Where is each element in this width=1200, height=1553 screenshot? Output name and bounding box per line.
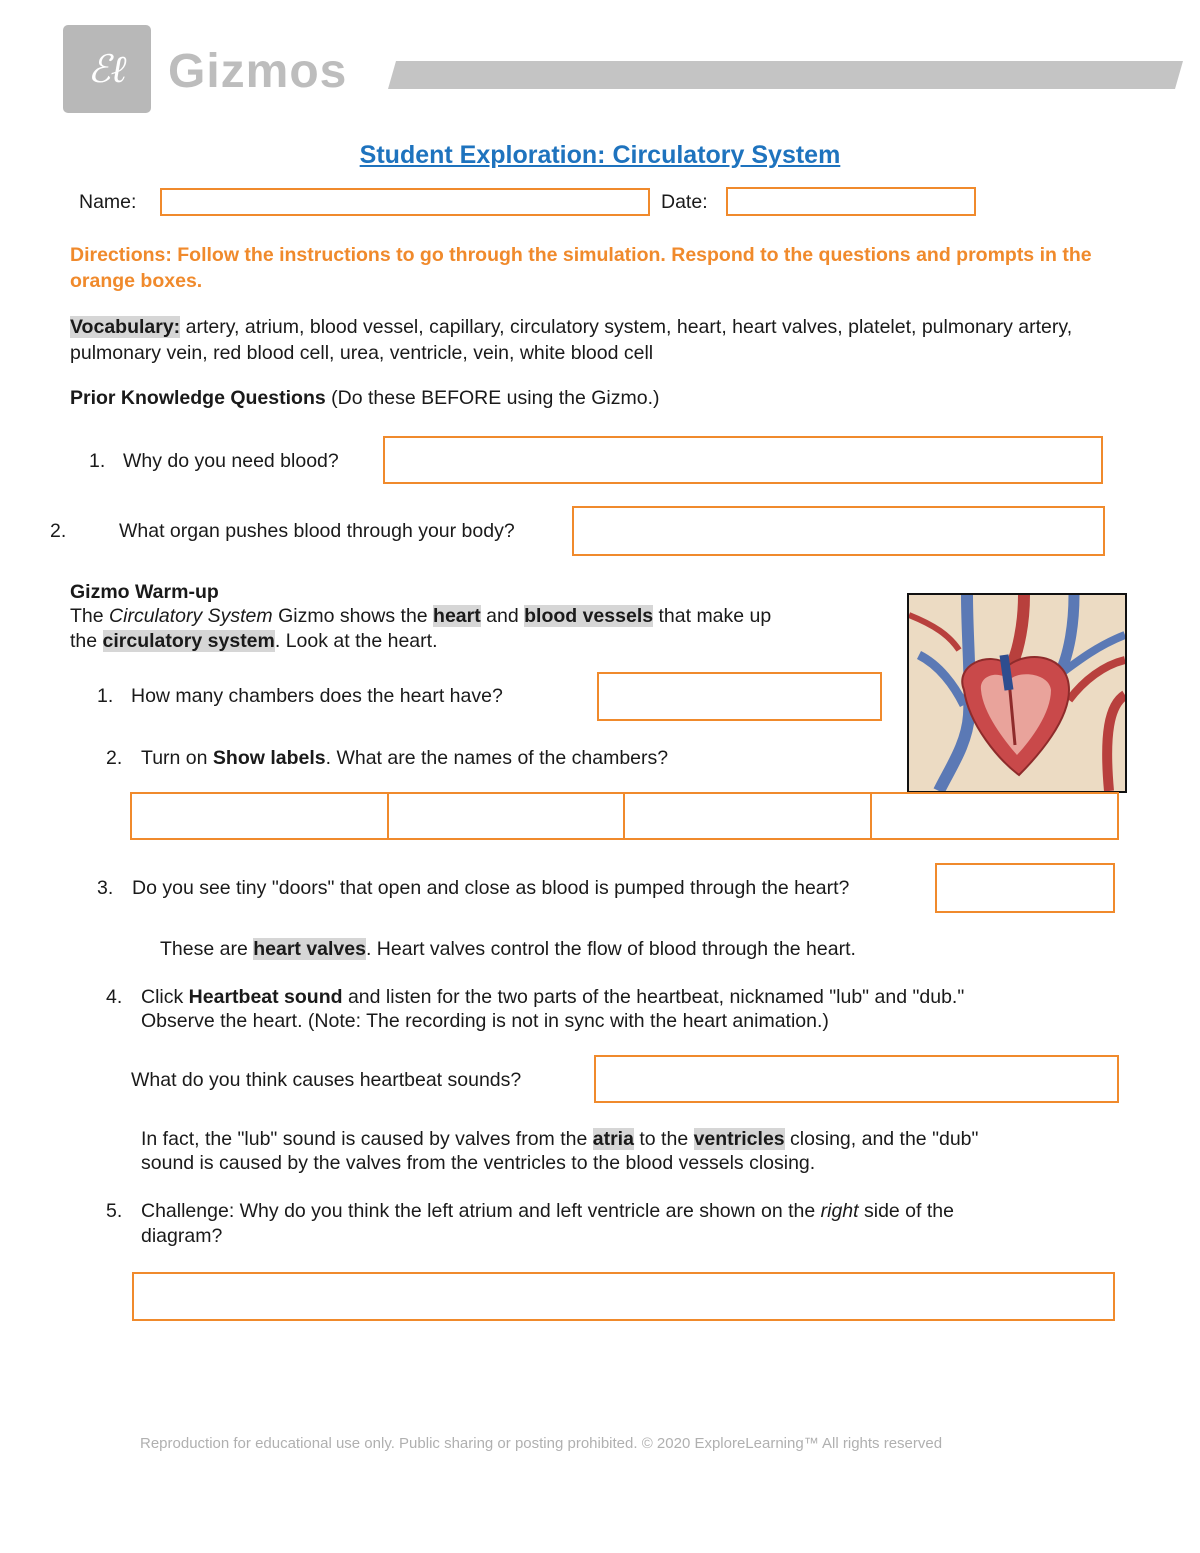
vocabulary [70,314,1140,366]
chamber-answer-box-2[interactable] [387,792,625,840]
prior-q1-number: 1. [89,450,106,472]
prior-q2-number: 2. [50,520,67,542]
vocabulary-terms: artery, atrium, blood vessel, capillary, circulatory system, heart, heart valves, platelet, pulmonary artery, pulmonary vein, red blood cell, urea, ventricle, vein, white blood cell [70,316,1073,364]
warmup-q2-text: Turn on Show labels. What are the names of the chambers? [141,747,669,769]
prior-knowledge-heading: Prior Knowledge Questions (Do these BEFORE using the Gizmo.) [70,387,660,409]
heart-illustration [909,595,1125,791]
heartbeat-fact-line1: In fact, the "lub" sound is caused by valves from the atria to the ventricles closing, and the "dub" [141,1128,979,1150]
warmup-q3-number: 3. [97,877,114,899]
directions-text: Directions: Follow the instructions to go through the simulation. Respond to the questions and prompts in the orange boxes. [70,244,1092,292]
header-bar [388,61,1183,89]
warmup-q3-answer-box[interactable] [935,863,1115,913]
warmup-q5-line1: Challenge: Why do you think the left atrium and left ventricle are shown on the right side of the [141,1200,954,1222]
prior-q1-answer-box[interactable] [383,436,1103,484]
page-title: Student Exploration: Circulatory System [359,141,841,169]
chamber-answer-box-4[interactable] [870,792,1119,840]
prior-q1-text: Why do you need blood? [123,450,339,472]
warmup-q1-number: 1. [97,685,114,707]
prior-q2-text: What organ pushes blood through your body? [119,520,515,542]
heartbeat-fact-line2: sound is caused by the valves from the ventricles to the blood vessels closing. [141,1152,816,1174]
heart-valves-note: These are heart valves. Heart valves control the flow of blood through the heart. [160,938,856,960]
warmup-q4-line2: Observe the heart. (Note: The recording is not in sync with the heart animation.) [141,1010,829,1032]
footer-copyright: Reproduction for educational use only. Public sharing or posting prohibited. © 2020 ExploreLearning™ All rights reserved [140,1435,943,1452]
warmup-heading: Gizmo Warm-up [70,581,219,603]
name-label: Name: [79,191,137,213]
warmup-q5-line2: diagram? [141,1225,223,1247]
logo-glyph: ℰℓ [87,47,127,91]
warmup-q2-number: 2. [106,747,123,769]
warmup-intro-line2: the circulatory system. Look at the heart. [70,630,438,652]
heart-diagram-image [907,593,1127,793]
warmup-q5-answer-box[interactable] [132,1272,1115,1321]
date-label: Date: [661,191,708,213]
vocabulary-label: Vocabulary: [70,316,181,338]
date-field[interactable] [726,187,976,216]
brand-name: Gizmos [168,45,348,98]
warmup-q4-number: 4. [106,986,123,1008]
explorelearning-logo [63,25,151,113]
name-field[interactable] [160,188,650,216]
warmup-q4-answer-box[interactable] [594,1055,1119,1103]
chamber-answer-box-1[interactable] [130,792,389,840]
prior-q2-answer-box[interactable] [572,506,1105,556]
warmup-q5-number: 5. [106,1200,123,1222]
chamber-answer-box-3[interactable] [623,792,872,840]
warmup-intro-line1: The Circulatory System Gizmo shows the heart and blood vessels that make up [70,605,772,627]
warmup-q1-answer-box[interactable] [597,672,882,721]
warmup-q4-line1: Click Heartbeat sound and listen for the two parts of the heartbeat, nicknamed "lub" and "dub." [141,986,965,1008]
warmup-q3-text: Do you see tiny "doors" that open and close as blood is pumped through the heart? [132,877,850,899]
warmup-q4-question: What do you think causes heartbeat sounds? [131,1069,522,1091]
warmup-q1-text: How many chambers does the heart have? [131,685,503,707]
